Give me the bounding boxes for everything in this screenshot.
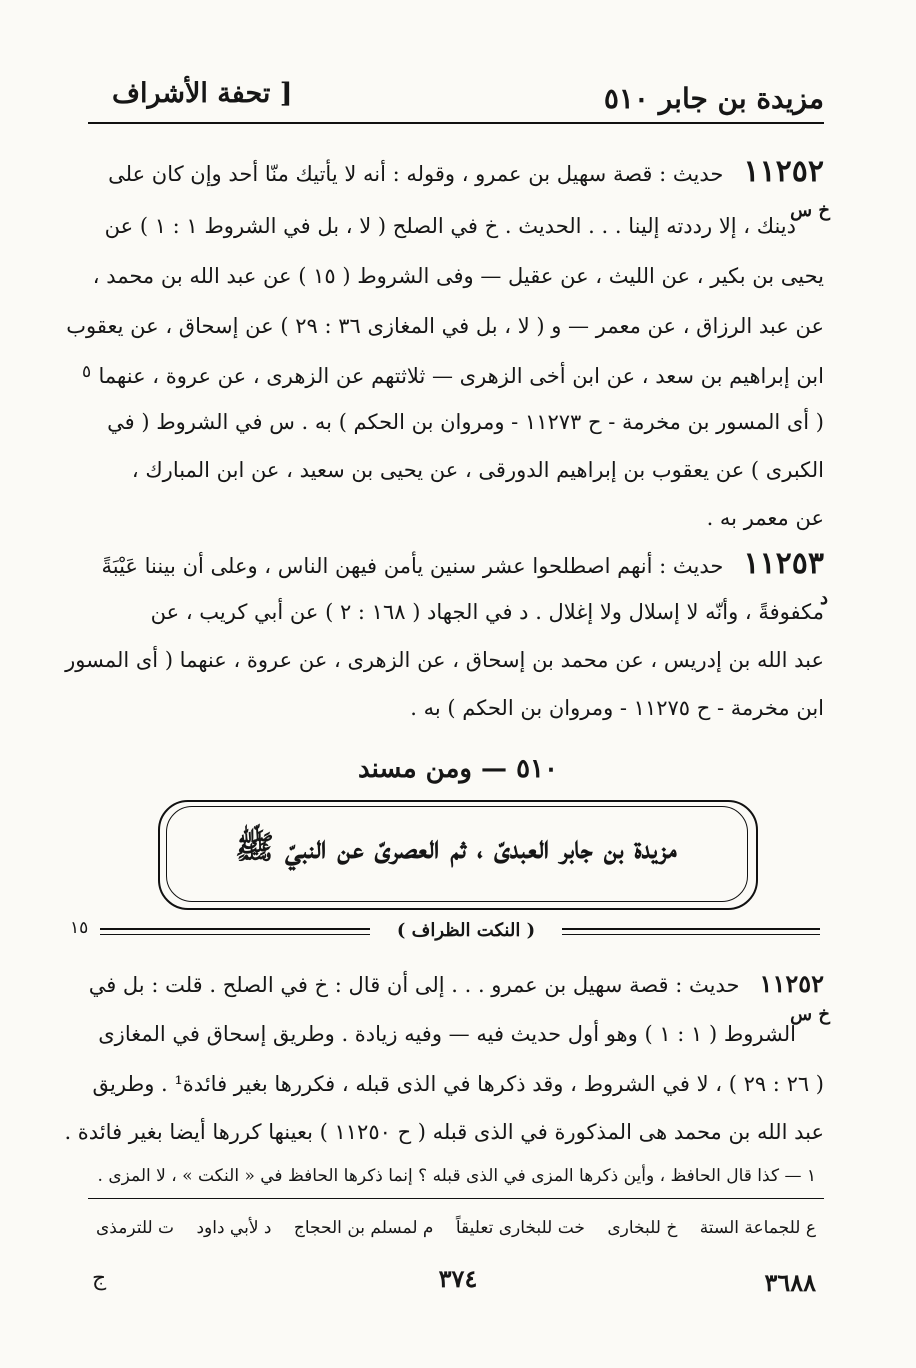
sigla-label: خ س (790, 1004, 830, 1025)
abbreviation-item: م لمسلم بن الحجاج (293, 1218, 434, 1238)
entry-line: ابن إبراهيم بن سعد ، عن ابن أخى الزهرى — ثلاثتهم عن الزهرى ، عن عروة ، عنهما (98, 364, 824, 388)
entry-line: مكفوفةً ، وأنّه لا إسلال ولا إغلال . د في الجهاد ( ١٦٨ : ٢ ) عن أبي كريب ، عن (150, 600, 824, 624)
entry-line: عن معمر به . (706, 506, 824, 530)
entry-line: عبد الله بن إدريس ، عن محمد بن إسحاق ، عن الزهرى ، عن عروة ، عنهما ( أى المسور (65, 648, 824, 672)
abbreviation-item: د لأبي داود (196, 1218, 272, 1238)
abbreviation-item: خت للبخارى تعليقاً (455, 1218, 585, 1238)
footnote-rule (88, 1198, 824, 1199)
section-heading: ٥١٠ — ومن مسند (358, 754, 558, 784)
entry-line: ابن مخرمة - ح ١١٢٧٥ - ومروان بن الحكم ) به . (410, 696, 824, 720)
nukat-line: ( ٢٦ : ٢٩ ) ، لا في الشروط ، وقد ذكرها في الذى قبله ، فكررها بغير فائدة¹ . وطريق (92, 1072, 824, 1096)
entry-text: حديث : أنهم اصطلحوا عشر سنين يأمن فيهن الناس ، وعلى أن بيننا عَيْبَةً (101, 554, 724, 578)
abbreviation-item: ع للجماعة الستة (699, 1218, 816, 1238)
sigla-label: د (819, 588, 828, 609)
entry-line: دينك ، إلا رددته إلينا . . . الحديث . خ في الصلح ( لا ، بل في الشروط ١ : ١ ) عن (104, 214, 796, 238)
hadith-range-number: ٣٦٨٨ (764, 1268, 816, 1297)
entry-line: ( أى المسور بن مخرمة - ح ١١٢٧٣ - ومروان بن الحكم ) به . س في الشروط ( في (107, 410, 824, 434)
abbreviation-item: خ للبخارى (607, 1218, 678, 1238)
nukat-line: الشروط ( ١ : ١ ) وهو أول حديث فيه — وفيه زيادة . وطريق إسحاق في المغازى (98, 1022, 796, 1046)
abbreviations-legend (96, 1218, 816, 1238)
hadith-number: ١١٢٥٣ (743, 546, 824, 581)
margin-line-number: ٥ (82, 362, 92, 382)
margin-line-number: ١٥ (70, 918, 89, 938)
sigla-label: خ س (790, 200, 830, 221)
volume-mark: ج (92, 1266, 107, 1291)
nukat-label: ( النكت الظراف ) (370, 920, 562, 941)
nukat-text: حديث : قصة سهيل بن عمرو . . . إلى أن قال : خ في الصلح . قلت : بل في (88, 973, 740, 997)
entry-line: الكبرى ) عن يعقوب بن إبراهيم الدورقى ، عن يحيى بن سعيد ، عن ابن المبارك ، (131, 458, 824, 482)
entry-line (108, 154, 824, 192)
entry-line: يحيى بن بكير ، عن الليث ، عن عقيل — وفى الشروط ( ١٥ ) عن عبد الله بن محمد ، (92, 264, 824, 288)
hadith-number: ١١٢٥٢ (759, 969, 824, 998)
footnote: ١ — كذا قال الحافظ ، وأين ذكرها المزى في الذى قبله ؟ إنما ذكرها الحافظ في « النكت » ، لا المزى . (97, 1166, 816, 1186)
running-header-book: [ تحفة الأشراف (112, 78, 293, 109)
entry-line (101, 546, 824, 584)
header-rule (88, 122, 824, 124)
entry-text: حديث : قصة سهيل بن عمرو ، وقوله : أنه لا يأتيك منّا أحد وإن كان على (108, 162, 724, 186)
hadith-number: ١١٢٥٢ (743, 154, 824, 189)
abbreviation-item: ت للترمذى (96, 1218, 175, 1238)
nukat-line: عبد الله بن محمد هى المذكورة في الذى قبله ( ح ١١٢٥٠ ) بعينها كررها أيضا بغير فائدة . (64, 1120, 824, 1144)
running-header-title: مزيدة بن جابر ٥١٠ (603, 82, 824, 115)
entry-line: عن عبد الرزاق ، عن معمر — و ( لا ، بل في المغازى ٣٦ : ٢٩ ) عن إسحاق ، عن يعقوب (66, 314, 824, 338)
framed-title: مزيدة بن جابر العبدىّ ، ثم العصرىّ عن النبيّ ﷺ (235, 828, 677, 866)
page-number: ٣٧٤ (438, 1264, 478, 1293)
nukat-line (88, 966, 824, 1003)
